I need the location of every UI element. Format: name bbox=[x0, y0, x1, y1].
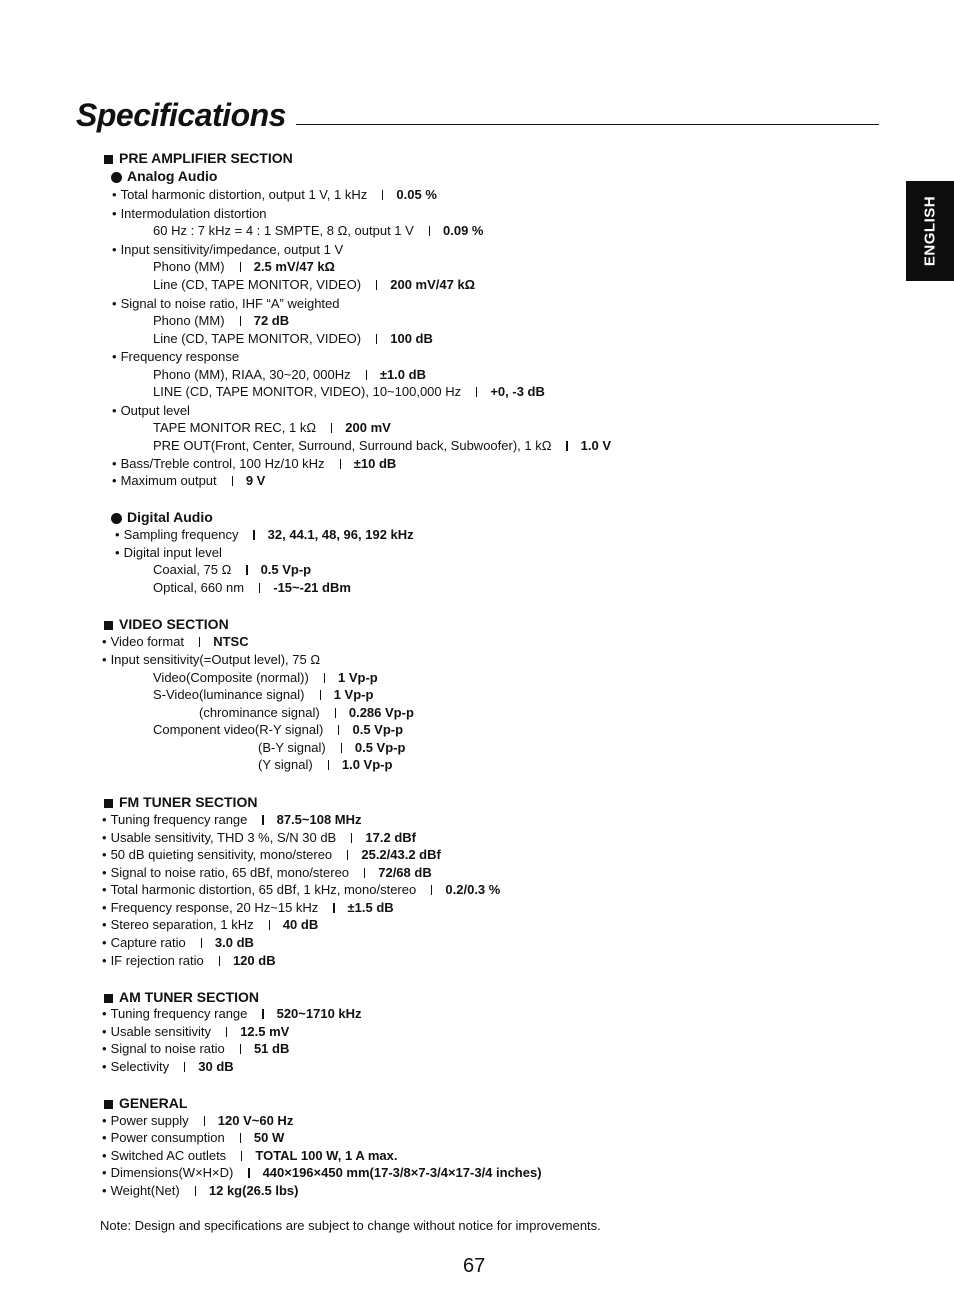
spec-label: Usable sensitivity, THD 3 %, S/N 30 dB bbox=[110, 830, 337, 845]
spec-label: Signal to noise ratio, IHF “A” weighted bbox=[120, 296, 340, 311]
spec-label: Stereo separation, 1 kHz bbox=[110, 917, 254, 932]
spec-label: Switched AC outlets bbox=[110, 1148, 227, 1163]
spec-label: Signal to noise ratio bbox=[110, 1041, 225, 1056]
spec-row-fm-thd: • Total harmonic distortion, 65 dBf, 1 kHz, mono/stereo 0.2/0.3 % bbox=[102, 882, 501, 897]
spec-label: PRE OUT(Front, Center, Surround, Surround back, Subwoofer), 1 kΩ bbox=[153, 438, 552, 453]
spec-value: 0.5 Vp-p bbox=[352, 722, 404, 737]
spec-row-power-consumption: • Power consumption 50 W bbox=[102, 1130, 285, 1145]
separator bbox=[240, 262, 241, 272]
spec-label: (B-Y signal) bbox=[258, 740, 326, 755]
language-tab-label: ENGLISH bbox=[921, 195, 939, 267]
spec-value: 1 Vp-p bbox=[333, 687, 374, 702]
spec-row-composite bbox=[153, 670, 378, 686]
spec-value: 87.5~108 MHz bbox=[276, 812, 362, 827]
section-heading-fm-tuner: FM TUNER SECTION bbox=[104, 794, 257, 810]
spec-row-video-input: • Input sensitivity(=Output level), 75 Ω bbox=[102, 652, 321, 667]
separator bbox=[262, 1009, 263, 1019]
separator bbox=[333, 903, 334, 913]
separator bbox=[376, 280, 377, 290]
separator bbox=[269, 920, 270, 930]
spec-value: ±10 dB bbox=[353, 456, 397, 471]
spec-label: Tuning frequency range bbox=[110, 1006, 248, 1021]
separator bbox=[240, 1133, 241, 1143]
spec-row-output-level: • Output level bbox=[112, 403, 190, 418]
spec-label: Power supply bbox=[110, 1113, 189, 1128]
spec-row-bass-treble: • Bass/Treble control, 100 Hz/10 kHz ±10 dB bbox=[112, 456, 397, 471]
separator bbox=[351, 833, 352, 843]
spec-row-snr-phono bbox=[153, 313, 289, 329]
spec-label: (Y signal) bbox=[258, 757, 313, 772]
square-bullet-icon bbox=[104, 155, 113, 164]
separator bbox=[248, 1168, 249, 1178]
spec-row-fm-range: • Tuning frequency range 87.5~108 MHz bbox=[102, 812, 362, 827]
spec-value: 0.5 Vp-p bbox=[260, 562, 312, 577]
spec-value: 17.2 dBf bbox=[365, 830, 416, 845]
spec-row-svideo-luminance bbox=[153, 687, 373, 703]
spec-label: Signal to noise ratio, 65 dBf, mono/stereo bbox=[110, 865, 350, 880]
separator bbox=[240, 316, 241, 326]
spec-row-freq-phono bbox=[153, 367, 426, 383]
separator bbox=[431, 885, 432, 895]
spec-value: +0, -3 dB bbox=[490, 384, 545, 399]
spec-value: 0.09 % bbox=[443, 223, 484, 238]
spec-label: Selectivity bbox=[110, 1059, 170, 1074]
spec-label: Tuning frequency range bbox=[110, 812, 248, 827]
separator bbox=[331, 423, 332, 433]
square-bullet-icon bbox=[104, 621, 113, 630]
spec-label: Phono (MM), RIAA, 30~20, 000Hz bbox=[153, 367, 351, 382]
spec-value: ±1.0 dB bbox=[379, 367, 426, 382]
spec-value: 50 W bbox=[253, 1130, 285, 1145]
spec-row-dimensions: • Dimensions(W×H×D) 440×196×450 mm(17-3/8×7-3/4×17-3/4 inches) bbox=[102, 1165, 542, 1180]
separator bbox=[204, 1116, 205, 1126]
spec-row-am-snr: • Signal to noise ratio 51 dB bbox=[102, 1041, 290, 1056]
spec-value: 25.2/43.2 dBf bbox=[361, 847, 441, 862]
separator bbox=[241, 1151, 242, 1161]
spec-row-svideo-chrominance bbox=[199, 705, 414, 721]
spec-label: Maximum output bbox=[120, 473, 217, 488]
spec-label: IF rejection ratio bbox=[110, 953, 204, 968]
spec-value: -15~-21 dBm bbox=[273, 580, 351, 595]
footnote: Note: Design and specifications are subject to change without notice for improvements. bbox=[100, 1218, 601, 1233]
separator bbox=[364, 868, 365, 878]
spec-value: 1 Vp-p bbox=[338, 670, 378, 685]
spec-label: S-Video(luminance signal) bbox=[153, 687, 305, 702]
separator bbox=[382, 190, 383, 200]
spec-label: Frequency response bbox=[120, 349, 240, 364]
spec-row-ac-outlets: • Switched AC outlets TOTAL 100 W, 1 A max. bbox=[102, 1148, 398, 1163]
separator bbox=[195, 1186, 196, 1196]
spec-label: Optical, 660 nm bbox=[153, 580, 245, 595]
spec-label: (chrominance signal) bbox=[199, 705, 320, 720]
spec-row-fm-separation: • Stereo separation, 1 kHz 40 dB bbox=[102, 917, 319, 932]
spec-row-fm-if-rejection: • IF rejection ratio 120 dB bbox=[102, 953, 276, 968]
spec-row-thd: • Total harmonic distortion, output 1 V, 1 kHz 0.05 % bbox=[112, 187, 437, 202]
spec-label: Frequency response, 20 Hz~15 kHz bbox=[110, 900, 319, 915]
spec-row-fm-quieting: • 50 dB quieting sensitivity, mono/stereo 25.2/43.2 dBf bbox=[102, 847, 441, 862]
separator bbox=[335, 708, 336, 718]
spec-value: 12 kg(26.5 lbs) bbox=[208, 1183, 299, 1198]
spec-label: Line (CD, TAPE MONITOR, VIDEO) bbox=[153, 331, 362, 346]
separator bbox=[246, 565, 247, 575]
spec-row-video-format: • Video format NTSC bbox=[102, 634, 249, 649]
separator bbox=[219, 956, 220, 966]
spec-row-am-usable: • Usable sensitivity 12.5 mV bbox=[102, 1024, 290, 1039]
spec-row-imd-detail bbox=[153, 223, 483, 239]
square-bullet-icon bbox=[104, 1100, 113, 1109]
language-tab bbox=[906, 181, 954, 281]
spec-value: 0.286 Vp-p bbox=[348, 705, 414, 720]
spec-value: 1.0 Vp-p bbox=[341, 757, 393, 772]
spec-row-max-output: • Maximum output 9 V bbox=[112, 473, 266, 488]
section-heading-pre-amplifier: PRE AMPLIFIER SECTION bbox=[104, 150, 293, 166]
spec-row-fm-capture: • Capture ratio 3.0 dB bbox=[102, 935, 254, 950]
spec-row-output-tape bbox=[153, 420, 391, 436]
spec-row-freq-line bbox=[153, 384, 545, 400]
spec-value: 200 mV bbox=[345, 420, 391, 435]
spec-row-am-range: • Tuning frequency range 520~1710 kHz bbox=[102, 1006, 362, 1021]
spec-value: 1.0 V bbox=[580, 438, 611, 453]
spec-label: Video format bbox=[110, 634, 185, 649]
spec-value: ±1.5 dB bbox=[347, 900, 394, 915]
spec-label: 60 Hz : 7 kHz = 4 : 1 SMPTE, 8 Ω, output 1 V bbox=[153, 223, 414, 238]
separator bbox=[232, 476, 233, 486]
page-number: 67 bbox=[463, 1255, 486, 1277]
spec-label: Sampling frequency bbox=[123, 527, 239, 542]
spec-value: 30 dB bbox=[198, 1059, 234, 1074]
spec-row-frequency-response: • Frequency response bbox=[112, 349, 240, 364]
spec-value: 0.2/0.3 % bbox=[445, 882, 501, 897]
spec-label: Usable sensitivity bbox=[110, 1024, 211, 1039]
separator bbox=[566, 441, 567, 451]
spec-value: 440×196×450 mm(17-3/8×7-3/4×17-3/4 inches) bbox=[262, 1165, 542, 1180]
spec-row-imd: • Intermodulation distortion bbox=[112, 206, 267, 221]
spec-value: TOTAL 100 W, 1 A max. bbox=[255, 1148, 398, 1163]
spec-value: 12.5 mV bbox=[240, 1024, 290, 1039]
spec-value: 32, 44.1, 48, 96, 192 kHz bbox=[267, 527, 414, 542]
spec-row-am-selectivity: • Selectivity 30 dB bbox=[102, 1059, 234, 1074]
spec-row-fm-snr: • Signal to noise ratio, 65 dBf, mono/stereo 72/68 dB bbox=[102, 865, 432, 880]
page-title: Specifications bbox=[76, 97, 286, 133]
spec-row-optical bbox=[153, 580, 351, 596]
spec-value: 0.5 Vp-p bbox=[354, 740, 406, 755]
spec-label: TAPE MONITOR REC, 1 kΩ bbox=[153, 420, 317, 435]
spec-row-digital-input: • Digital input level bbox=[115, 545, 222, 560]
spec-label: Total harmonic distortion, output 1 V, 1 kHz bbox=[120, 187, 368, 202]
spec-value: 51 dB bbox=[253, 1041, 290, 1056]
spec-value: NTSC bbox=[213, 634, 249, 649]
section-heading-general: GENERAL bbox=[104, 1095, 187, 1111]
spec-label: Component video(R-Y signal) bbox=[153, 722, 324, 737]
spec-label: Total harmonic distortion, 65 dBf, 1 kHz, mono/stereo bbox=[110, 882, 417, 897]
spec-label: LINE (CD, TAPE MONITOR, VIDEO), 10~100,000 Hz bbox=[153, 384, 462, 399]
section-heading-video: VIDEO SECTION bbox=[104, 616, 229, 632]
separator bbox=[338, 725, 339, 735]
separator bbox=[340, 459, 341, 469]
spec-label: Weight(Net) bbox=[110, 1183, 180, 1198]
spec-label: Power consumption bbox=[110, 1130, 225, 1145]
spec-label: Input sensitivity/impedance, output 1 V bbox=[120, 242, 344, 257]
spec-label: Bass/Treble control, 100 Hz/10 kHz bbox=[120, 456, 325, 471]
spec-label: Video(Composite (normal)) bbox=[153, 670, 309, 685]
circle-bullet-icon bbox=[111, 513, 122, 524]
separator bbox=[240, 1044, 241, 1054]
title-rule bbox=[296, 124, 879, 125]
spec-label: Output level bbox=[120, 403, 190, 418]
separator bbox=[259, 583, 260, 593]
spec-label: Coaxial, 75 Ω bbox=[153, 562, 232, 577]
spec-row-input-sensitivity: • Input sensitivity/impedance, output 1 V bbox=[112, 242, 344, 257]
separator bbox=[476, 387, 477, 397]
spec-value: 3.0 dB bbox=[214, 935, 254, 950]
spec-row-power-supply: • Power supply 120 V~60 Hz bbox=[102, 1113, 294, 1128]
circle-bullet-icon bbox=[111, 172, 122, 183]
spec-row-fm-frequency-response: • Frequency response, 20 Hz~15 kHz ±1.5 dB bbox=[102, 900, 394, 915]
spec-row-fm-usable: • Usable sensitivity, THD 3 %, S/N 30 dB 17.2 dBf bbox=[102, 830, 416, 845]
separator bbox=[366, 370, 367, 380]
separator bbox=[328, 760, 329, 770]
separator bbox=[376, 334, 377, 344]
spec-value: 2.5 mV/47 kΩ bbox=[253, 259, 335, 274]
spec-value: 520~1710 kHz bbox=[276, 1006, 362, 1021]
spec-label: Input sensitivity(=Output level), 75 Ω bbox=[110, 652, 321, 667]
spec-label: Dimensions(W×H×D) bbox=[110, 1165, 234, 1180]
spec-value: 120 V~60 Hz bbox=[217, 1113, 294, 1128]
separator bbox=[226, 1027, 227, 1037]
section-heading-am-tuner: AM TUNER SECTION bbox=[104, 989, 259, 1005]
spec-value: 120 dB bbox=[232, 953, 276, 968]
spec-row-output-pre bbox=[153, 438, 611, 454]
separator bbox=[253, 530, 254, 540]
spec-label: Digital input level bbox=[123, 545, 222, 560]
separator bbox=[429, 226, 430, 236]
separator bbox=[199, 637, 200, 647]
spec-row-snr: • Signal to noise ratio, IHF “A” weighted bbox=[112, 296, 340, 311]
spec-row-snr-line bbox=[153, 331, 433, 347]
spec-label: Phono (MM) bbox=[153, 313, 225, 328]
spec-row-weight: • Weight(Net) 12 kg(26.5 lbs) bbox=[102, 1183, 299, 1198]
separator bbox=[324, 673, 325, 683]
spec-label: Capture ratio bbox=[110, 935, 186, 950]
separator bbox=[320, 690, 321, 700]
spec-value: 100 dB bbox=[390, 331, 433, 346]
spec-row-coaxial bbox=[153, 562, 311, 578]
spec-row-component-by bbox=[258, 740, 405, 756]
spec-row-sampling: • Sampling frequency 32, 44.1, 48, 96, 192 kHz bbox=[115, 527, 414, 542]
spec-label: Intermodulation distortion bbox=[120, 206, 267, 221]
spec-value: 72/68 dB bbox=[378, 865, 432, 880]
spec-label: 50 dB quieting sensitivity, mono/stereo bbox=[110, 847, 333, 862]
spec-row-component-y bbox=[258, 757, 392, 773]
spec-value: 0.05 % bbox=[396, 187, 437, 202]
separator bbox=[262, 815, 263, 825]
spec-label: Line (CD, TAPE MONITOR, VIDEO) bbox=[153, 277, 362, 292]
spec-value: 200 mV/47 kΩ bbox=[390, 277, 476, 292]
separator bbox=[347, 850, 348, 860]
spec-value: 72 dB bbox=[253, 313, 290, 328]
square-bullet-icon bbox=[104, 799, 113, 808]
spec-row-component-ry bbox=[153, 722, 403, 738]
spec-row-input-line bbox=[153, 277, 475, 293]
separator bbox=[201, 938, 202, 948]
subsection-heading-analog-audio: Analog Audio bbox=[111, 168, 217, 184]
spec-value: 9 V bbox=[245, 473, 266, 488]
subsection-heading-digital-audio: Digital Audio bbox=[111, 509, 213, 525]
separator bbox=[184, 1062, 185, 1072]
separator bbox=[341, 743, 342, 753]
spec-value: 40 dB bbox=[282, 917, 319, 932]
spec-label: Phono (MM) bbox=[153, 259, 225, 274]
square-bullet-icon bbox=[104, 994, 113, 1003]
spec-row-input-phono bbox=[153, 259, 335, 275]
